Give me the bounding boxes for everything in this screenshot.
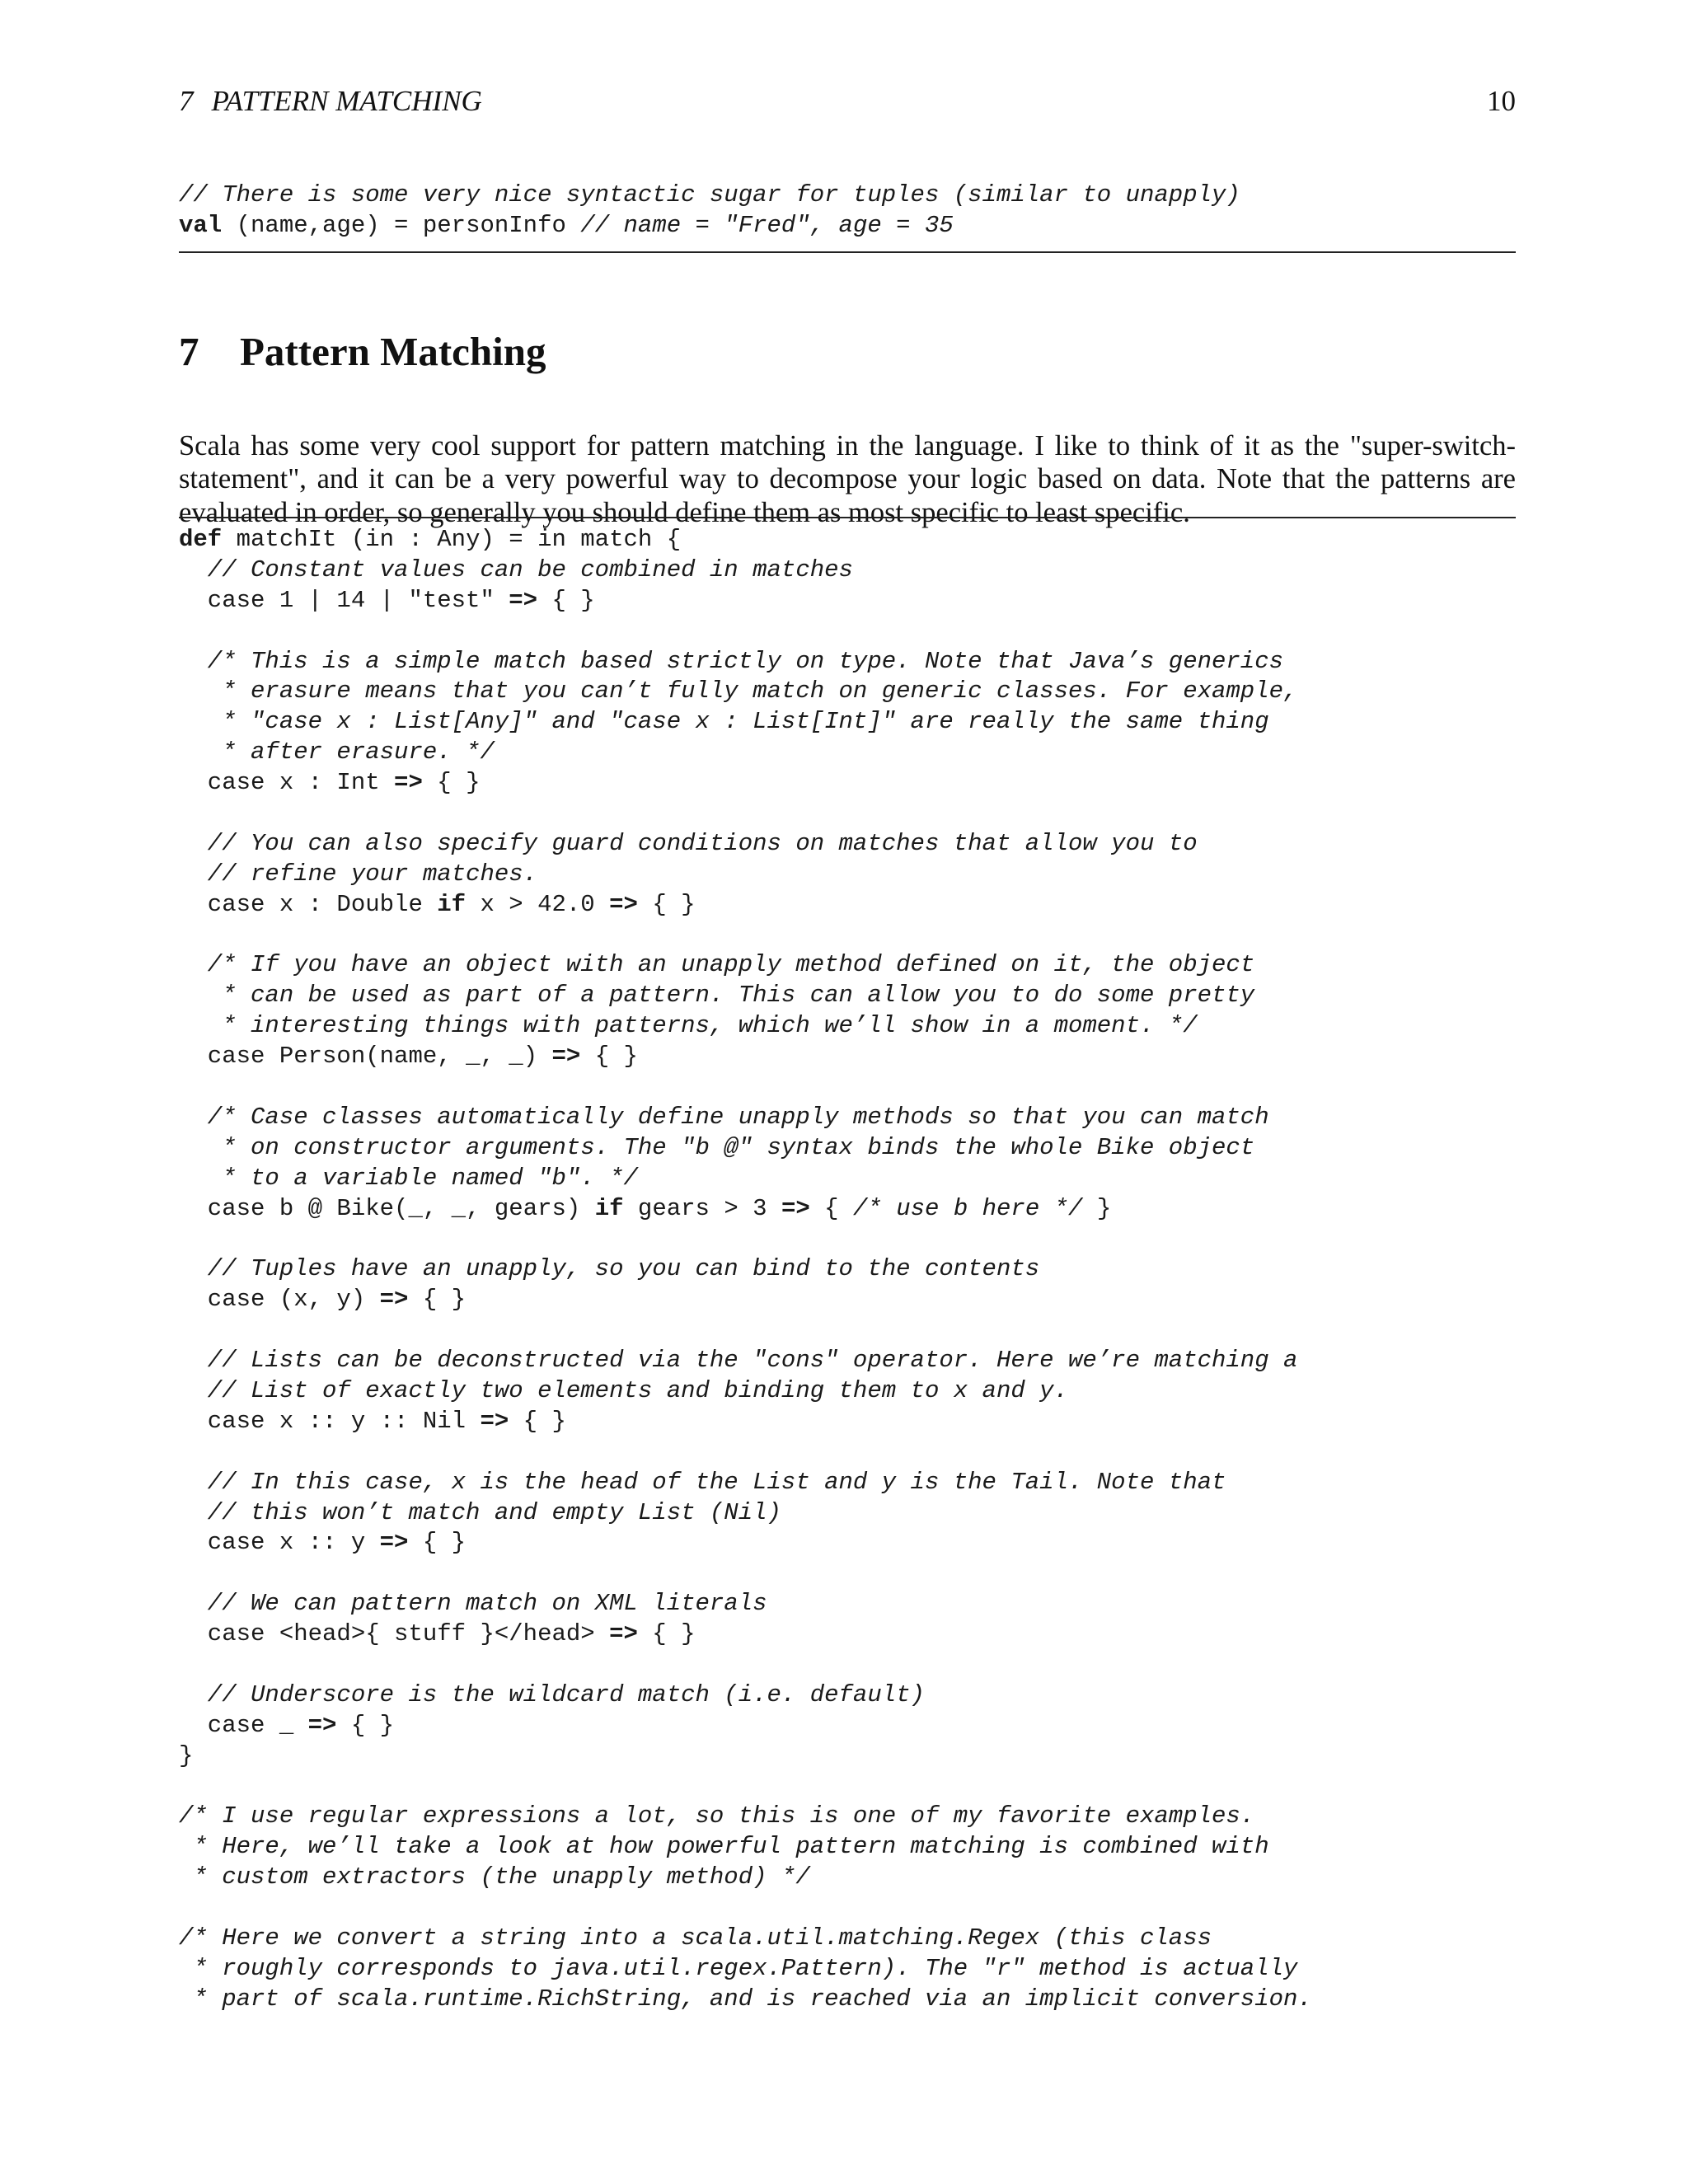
code-comment: /* I use regular expressions a lot, so this is one of my favorite examples.	[179, 1802, 1255, 1830]
running-header	[179, 78, 1516, 124]
code-line	[179, 738, 1516, 768]
code-line	[179, 1072, 1516, 1103]
code-text: { }	[408, 1529, 467, 1557]
code-block-top-rule	[179, 517, 1516, 518]
code-line	[179, 707, 1516, 738]
code-text	[293, 1712, 307, 1739]
code-comment: // Constant values can be combined in matches	[179, 555, 853, 583]
code-text: { }	[408, 1286, 467, 1314]
code-keyword: =>	[609, 890, 638, 918]
code-line	[179, 1802, 1516, 1832]
code-comment: * on constructor arguments. The "b @" syntax binds the whole Bike object	[179, 1133, 1255, 1161]
code-text: ,	[422, 1194, 452, 1222]
code-line	[179, 1924, 1516, 1954]
code-text: case b @ Bike(	[179, 1194, 409, 1222]
code-keyword: =>	[609, 1620, 638, 1648]
code-line	[179, 211, 1516, 241]
code-text: { }	[580, 1043, 638, 1071]
code-keyword: =>	[480, 1407, 509, 1435]
code-keyword: =>	[781, 1194, 810, 1222]
code-line	[179, 1619, 1516, 1650]
code-text: (name,age) = personInfo	[222, 211, 581, 239]
code-line	[179, 1711, 1516, 1741]
code-comment: // We can pattern match on XML literals	[179, 1590, 767, 1618]
code-line	[179, 1893, 1516, 1924]
code-text: case (x, y)	[179, 1286, 380, 1314]
code-line	[179, 1194, 1516, 1225]
code-comment: // List of exactly two elements and binding them to x and y.	[179, 1376, 1068, 1404]
code-text: }	[1082, 1194, 1112, 1222]
section-number: 7	[179, 329, 199, 374]
code-comment: * roughly corresponds to java.util.regex.Pattern). The "r" method is actually	[179, 1954, 1298, 1982]
code-comment: * Here, we’ll take a look at how powerful pattern matching is combined with	[179, 1833, 1269, 1861]
code-comment: * erasure means that you can’t fully match on generic classes. For example,	[179, 677, 1298, 705]
code-line	[179, 768, 1516, 799]
code-comment: // Lists can be deconstructed via the "cons" operator. Here we’re matching a	[179, 1347, 1298, 1375]
code-comment: // Tuples have an unapply, so you can bind to the contents	[179, 1255, 1040, 1283]
code-comment: /* use b here */	[853, 1194, 1083, 1222]
code-comment: * interesting things with patterns, which we’ll show in a moment. */	[179, 1012, 1198, 1040]
code-line	[179, 677, 1516, 707]
code-text: )	[523, 1043, 552, 1071]
code-line	[179, 1224, 1516, 1254]
code-block-bottom-rule	[179, 251, 1516, 253]
code-line	[179, 1772, 1516, 1802]
code-line	[179, 1985, 1516, 2015]
code-line	[179, 1498, 1516, 1529]
code-text: { }	[422, 769, 481, 797]
code-line	[179, 1042, 1516, 1072]
code-text: { }	[637, 1620, 696, 1648]
code-line	[179, 525, 1516, 555]
code-text: case Person(name,	[179, 1043, 467, 1071]
running-section-number: 7	[179, 85, 194, 117]
code-comment: * "case x : List[Any]" and "case x : List[Int]" are really the same thing	[179, 708, 1269, 736]
code-block-pattern-matching	[179, 525, 1516, 2015]
code-text: }	[179, 1741, 194, 1769]
code-text: ,	[480, 1043, 509, 1071]
code-text: x > 42.0	[466, 890, 610, 918]
code-line	[179, 1589, 1516, 1619]
code-text: case x :: y :: Nil	[179, 1407, 481, 1435]
code-comment: /* Case classes automatically define unapply methods so that you can match	[179, 1103, 1269, 1131]
code-text: case <head>{ stuff }</head>	[179, 1620, 610, 1648]
code-keyword: if	[437, 890, 467, 918]
code-text: case x : Double	[179, 890, 438, 918]
code-comment: /* This is a simple match based strictly on type. Note that Java’s generics	[179, 647, 1284, 675]
section-title: Pattern Matching	[240, 329, 546, 374]
code-line	[179, 1741, 1516, 1772]
code-line	[179, 799, 1516, 829]
code-line	[179, 1650, 1516, 1680]
page-number: 10	[1487, 85, 1516, 117]
code-line	[179, 1315, 1516, 1346]
code-keyword: =>	[509, 586, 538, 614]
code-comment: // There is some very nice syntactic sugar for tuples (similar to unapply)	[179, 181, 1240, 209]
section-heading	[179, 325, 546, 379]
code-line	[179, 1346, 1516, 1376]
code-comment: * to a variable named "b". */	[179, 1164, 638, 1192]
code-comment: // this won’t match and empty List (Nil)	[179, 1498, 781, 1526]
running-title	[179, 78, 482, 124]
code-line	[179, 647, 1516, 677]
code-keyword: def	[179, 526, 223, 553]
code-comment: /* If you have an object with an unapply method defined on it, the object	[179, 951, 1255, 979]
code-line	[179, 1133, 1516, 1164]
code-line	[179, 555, 1516, 586]
code-line	[179, 1437, 1516, 1468]
code-comment: * can be used as part of a pattern. This can allow you to do some pretty	[179, 982, 1255, 1010]
code-comment: // You can also specify guard conditions on matches that allow you to	[179, 829, 1198, 857]
code-text: case 1 | 14 | "test"	[179, 586, 509, 614]
code-line	[179, 981, 1516, 1011]
code-comment: * custom extractors (the unapply method) */	[179, 1863, 810, 1891]
code-comment: // name = "Fred", age = 35	[580, 211, 954, 239]
section-intro-paragraph: Scala has some very cool support for pattern matching in the language. I like to think of it as the "super-switch-statement", and it can be a very powerful way to decompose your logic based on data. Note that the patterns are evaluated in order, so generally you should define them as most specific to least specific.	[179, 429, 1516, 528]
code-keyword: _	[509, 1043, 523, 1071]
code-text: case	[179, 1711, 279, 1739]
code-text: matchIt (in : Any) = in match {	[222, 526, 682, 553]
code-line	[179, 1468, 1516, 1498]
code-keyword: val	[179, 211, 223, 239]
code-line	[179, 1254, 1516, 1285]
code-keyword: =>	[394, 769, 423, 797]
code-comment: // Underscore is the wildcard match (i.e. default)	[179, 1680, 925, 1708]
code-line	[179, 1832, 1516, 1863]
code-text: { }	[637, 890, 696, 918]
code-keyword: =>	[551, 1043, 581, 1071]
running-section-title: PATTERN MATCHING	[211, 85, 482, 117]
code-text: {	[809, 1194, 853, 1222]
code-line	[179, 180, 1516, 211]
code-text: gears > 3	[623, 1194, 781, 1222]
code-line	[179, 890, 1516, 921]
code-line	[179, 860, 1516, 890]
code-line	[179, 1376, 1516, 1407]
code-line	[179, 950, 1516, 981]
code-keyword: _	[279, 1711, 294, 1739]
code-text: case x :: y	[179, 1529, 380, 1557]
code-line	[179, 1558, 1516, 1589]
code-keyword: _	[451, 1194, 467, 1222]
code-line	[179, 616, 1516, 647]
code-line	[179, 1103, 1516, 1133]
code-keyword: _	[408, 1194, 423, 1222]
code-line	[179, 1680, 1516, 1711]
code-text: case x : Int	[179, 769, 395, 797]
code-comment: * after erasure. */	[179, 738, 495, 766]
code-line	[179, 921, 1516, 951]
code-line	[179, 586, 1516, 616]
code-text: { }	[336, 1711, 395, 1739]
code-line	[179, 1407, 1516, 1437]
code-keyword: =>	[379, 1529, 409, 1557]
code-keyword: _	[466, 1043, 481, 1071]
code-text: , gears)	[466, 1194, 595, 1222]
code-line	[179, 1863, 1516, 1893]
code-line	[179, 1528, 1516, 1558]
code-line	[179, 1011, 1516, 1042]
code-text: { }	[509, 1407, 566, 1435]
code-keyword: =>	[307, 1711, 337, 1739]
code-keyword: if	[594, 1194, 624, 1222]
code-comment: * part of scala.runtime.RichString, and is reached via an implicit conversion.	[179, 1985, 1312, 2013]
code-line	[179, 829, 1516, 860]
code-line	[179, 1954, 1516, 1985]
code-comment: /* Here we convert a string into a scala.util.matching.Regex (this class	[179, 1924, 1212, 1952]
code-line	[179, 1164, 1516, 1194]
code-keyword: =>	[379, 1286, 409, 1314]
code-line	[179, 1285, 1516, 1315]
code-comment: // In this case, x is the head of the List and y is the Tail. Note that	[179, 1468, 1226, 1496]
code-text: { }	[537, 586, 595, 614]
code-block-tuples	[179, 180, 1516, 241]
code-comment: // refine your matches.	[179, 860, 538, 888]
